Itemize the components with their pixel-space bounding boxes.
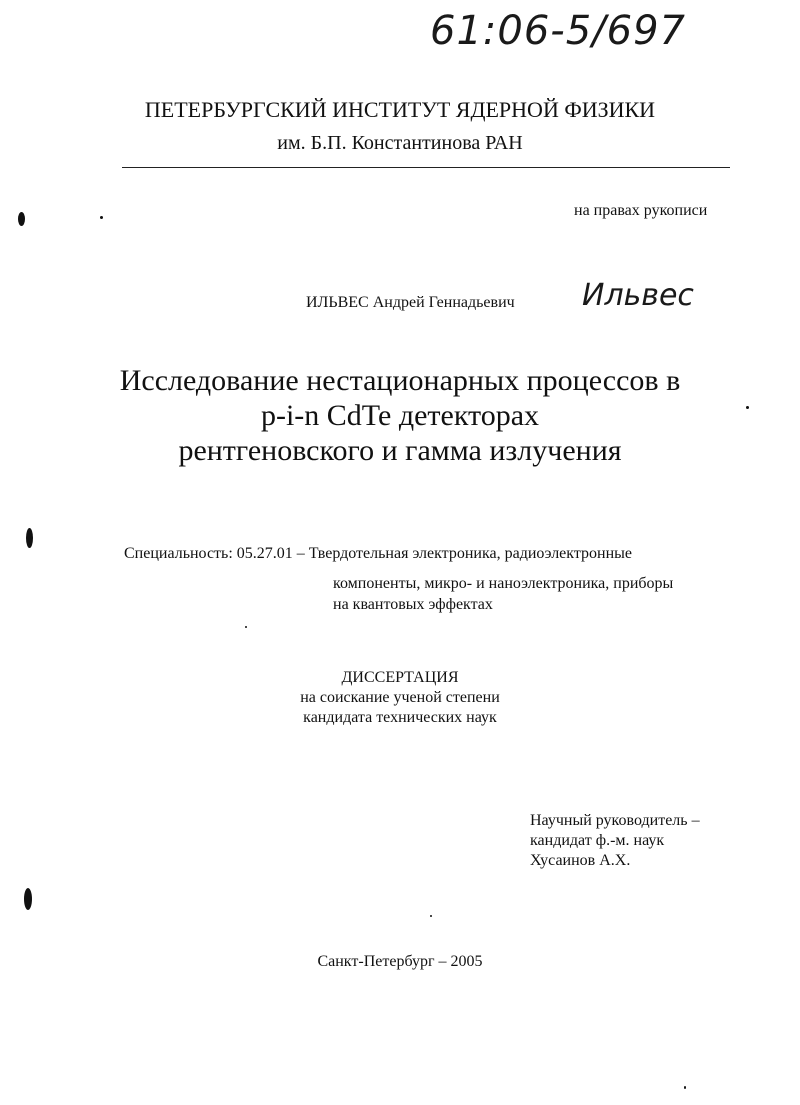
scan-speck <box>746 406 749 409</box>
advisor-name: Хусаинов А.Х. <box>530 852 631 869</box>
institute-name: ПЕТЕРБУРГСКИЙ ИНСТИТУТ ЯДЕРНОЙ ФИЗИКИ <box>144 97 656 122</box>
archive-code-handwritten: 61:06-5/697 <box>430 8 686 54</box>
institute-subtitle: им. Б.П. Константинова РАН <box>277 132 523 154</box>
specialty-line-2: компоненты, микро- и наноэлектроника, приборы <box>333 575 674 592</box>
specialty-line-3: на квантовых эффектах <box>333 596 493 613</box>
scan-speck <box>245 626 247 628</box>
author-name: ИЛЬВЕС Андрей Геннадьевич <box>306 294 515 311</box>
scan-speck <box>24 888 32 910</box>
header-divider <box>122 167 730 168</box>
rights-note: на правах рукописи <box>574 202 708 219</box>
advisor-degree: кандидат ф.-м. наук <box>530 832 665 849</box>
dissertation-block <box>0 668 800 728</box>
title-line-2: p-i-n CdTe детекторах <box>260 399 540 432</box>
advisor-block <box>530 811 700 871</box>
city-year: Санкт-Петербург – 2005 <box>317 953 483 970</box>
title-line-3: рентгеновского и гамма излучения <box>178 434 622 467</box>
dissertation-field-line: кандидата технических наук <box>303 709 497 726</box>
title-line-1: Исследование нестационарных процессов в <box>119 364 681 397</box>
specialty-line-1: Специальность: 05.27.01 – Твердотельная электроника, радиоэлектронные <box>124 545 632 562</box>
dissertation-heading: ДИССЕРТАЦИЯ <box>341 669 459 686</box>
author-signature: Ильвес <box>582 278 694 313</box>
scan-speck <box>430 915 432 917</box>
advisor-role: Научный руководитель – <box>530 812 700 829</box>
dissertation-title <box>0 363 800 468</box>
scan-speck <box>684 1086 686 1089</box>
dissertation-degree-line: на соискание ученой степени <box>300 689 500 706</box>
scan-speck <box>18 212 25 226</box>
scan-speck <box>100 216 103 219</box>
scan-speck <box>26 528 33 548</box>
